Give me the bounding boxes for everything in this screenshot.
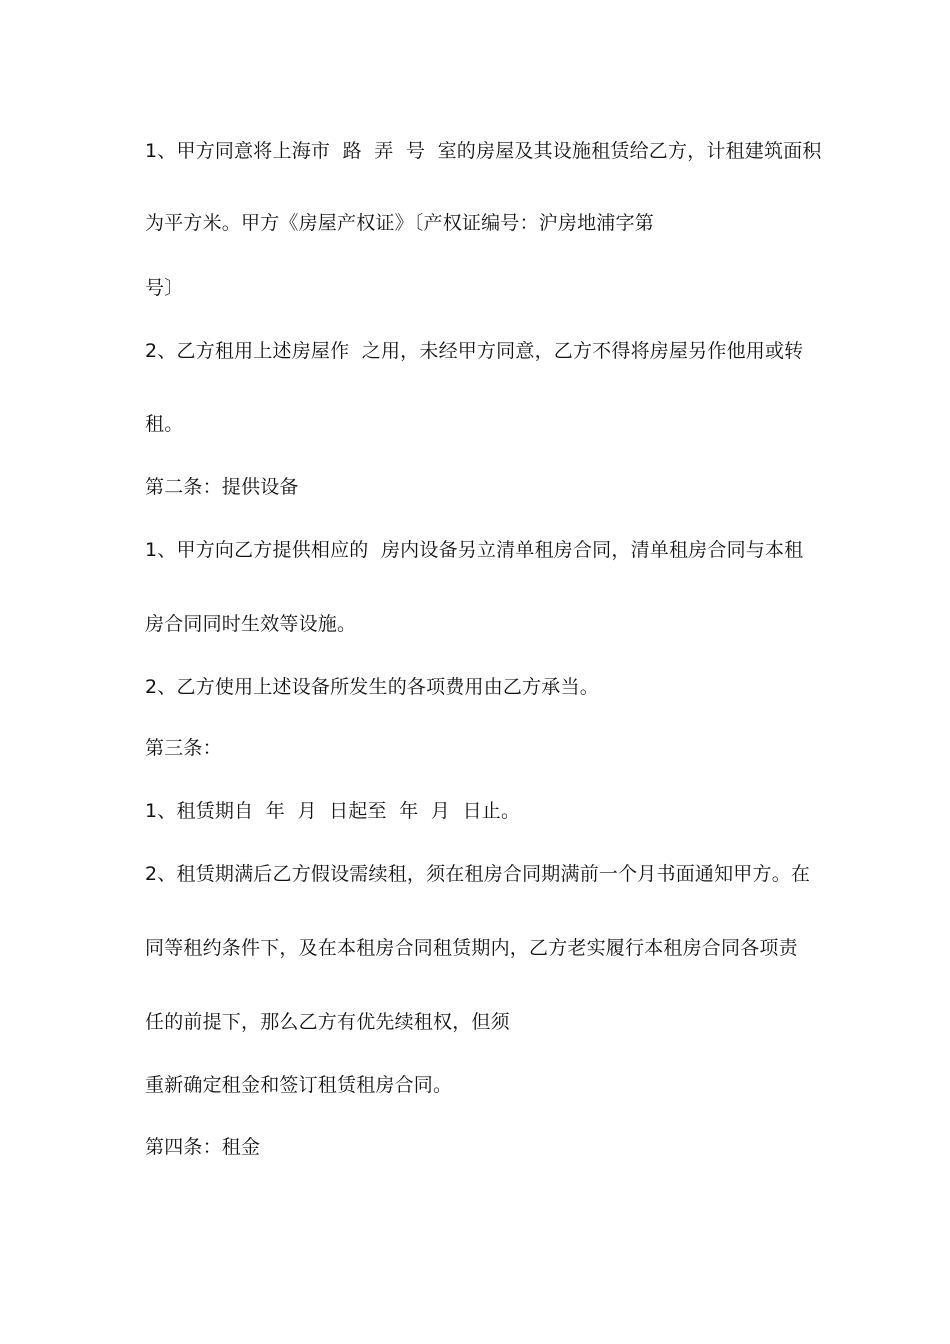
clause-1-2-line-2: 租。 xyxy=(145,413,184,435)
clause-3-2-line-2: 同等租约条件下，及在本租房合同租赁期内，乙方老实履行本租房合同各项责 xyxy=(145,937,798,959)
clause-3-1: 1、租赁期自 年 月 日起至 年 月 日止。 xyxy=(145,800,521,822)
clause-3-2-line-4: 重新确定租金和签订租赁租房合同。 xyxy=(145,1074,453,1096)
clause-3-2-line-3: 任的前提下，那么乙方有优先续租权，但须 xyxy=(145,1011,510,1033)
article-4-heading: 第四条：租金 xyxy=(145,1136,261,1158)
clause-1-1-line-3: 号〕 xyxy=(145,277,184,299)
clause-2-1-line-2: 房合同同时生效等设施。 xyxy=(145,613,357,635)
clause-3-2-line-1: 2、租赁期满后乙方假设需续租，须在租房合同期满前一个月书面通知甲方。在 xyxy=(145,863,811,885)
clause-1-1-line-2: 为平方米。甲方《房屋产权证》〔产权证编号：沪房地浦字第 xyxy=(145,212,654,234)
article-3-heading: 第三条： xyxy=(145,737,222,759)
clause-1-2-line-1: 2、乙方租用上述房屋作 之用，未经甲方同意，乙方不得将房屋另作他用或转 xyxy=(145,340,804,362)
article-2-heading: 第二条：提供设备 xyxy=(145,476,299,498)
clause-2-1-line-1: 1、甲方向乙方提供相应的 房内设备另立清单租房合同，清单租房合同与本租 xyxy=(145,539,804,561)
clause-2-2: 2、乙方使用上述设备所发生的各项费用由乙方承当。 xyxy=(145,676,599,698)
clause-1-1-line-1: 1、甲方同意将上海市 路 弄 号 室的房屋及其设施租赁给乙方，计租建筑面积 xyxy=(145,140,822,162)
